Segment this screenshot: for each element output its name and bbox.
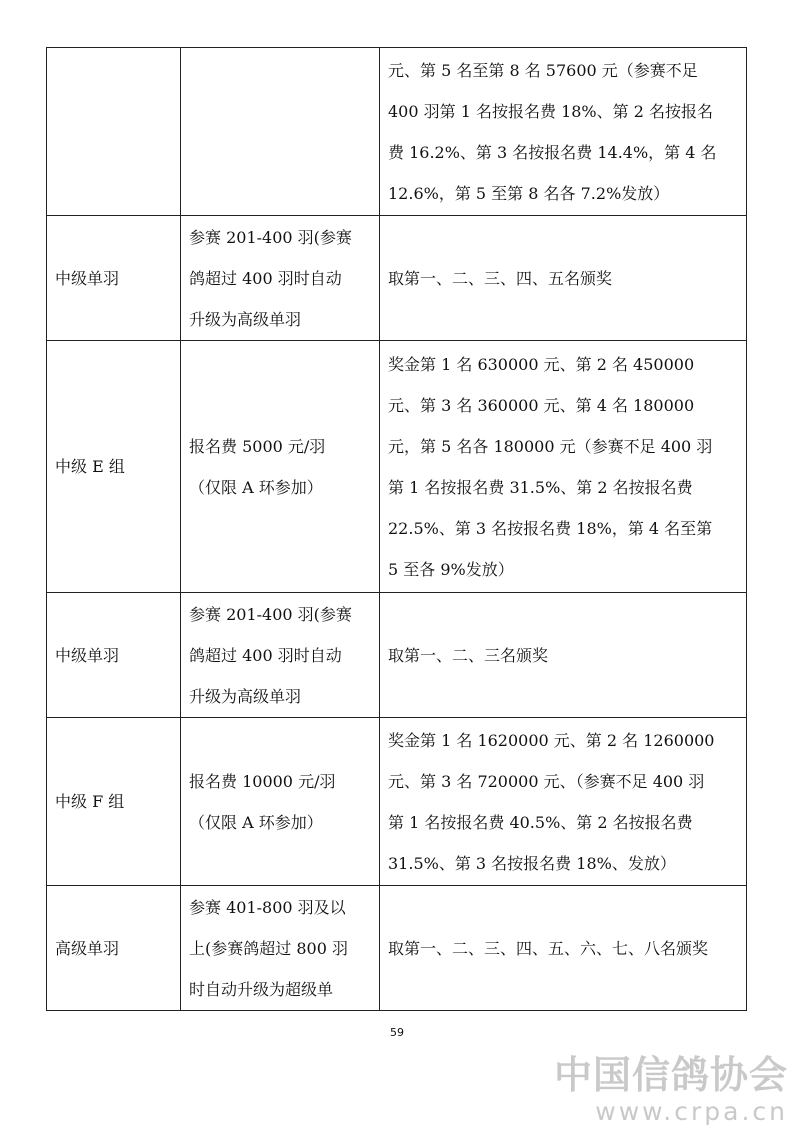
table-row	[47, 216, 747, 341]
group-cell	[47, 341, 181, 593]
entry-cell	[181, 48, 380, 216]
prize-line: 元，第 5 名各 180000 元（参赛不足 400 羽	[388, 436, 713, 456]
group-cell	[47, 718, 181, 886]
prize-line: 400 羽第 1 名按报名费 18%、第 2 名按报名	[388, 101, 713, 121]
prize-line: 元、第 5 名至第 8 名 57600 元（参赛不足	[388, 60, 698, 80]
entry-line: 参赛 201-400 羽(参赛	[189, 604, 352, 624]
group-label: 中级 F 组	[55, 792, 125, 811]
entry-line: （仅限 A 环参加）	[189, 477, 323, 497]
table-row	[47, 718, 747, 886]
entry-line: 鸽超过 400 羽时自动	[189, 268, 342, 288]
prize-table	[46, 47, 747, 1011]
table-row	[47, 341, 747, 593]
prize-line: 第 1 名按报名费 31.5%、第 2 名按报名费	[388, 477, 693, 497]
entry-line: 鸽超过 400 羽时自动	[189, 645, 342, 665]
prize-table-body	[47, 48, 747, 1011]
entry-line: 升级为高级单羽	[189, 686, 302, 706]
prize-line: 取第一、二、三、四、五名颁奖	[388, 268, 613, 288]
entry-line: 升级为高级单羽	[189, 309, 302, 329]
prize-cell	[380, 718, 747, 886]
prize-line: 31.5%、第 3 名按报名费 18%、发放）	[388, 853, 676, 873]
group-cell	[47, 886, 181, 1011]
prize-line: 费 16.2%、第 3 名按报名费 14.4%，第 4 名	[388, 142, 717, 162]
group-label: 中级 E 组	[55, 457, 125, 476]
page-number: 59	[390, 1026, 404, 1039]
prize-line: 12.6%，第 5 至第 8 名各 7.2%发放）	[388, 183, 670, 203]
entry-line: 时自动升级为超级单	[189, 979, 334, 999]
prize-line: 5 至各 9%发放）	[388, 559, 514, 579]
group-cell	[47, 216, 181, 341]
entry-cell	[181, 718, 380, 886]
prize-cell	[380, 341, 747, 593]
group-label: 中级单羽	[55, 645, 120, 665]
prize-line: 奖金第 1 名 1620000 元、第 2 名 1260000	[388, 730, 715, 750]
prize-cell	[380, 216, 747, 341]
prize-line: 取第一、二、三、四、五、六、七、八名颁奖	[388, 938, 709, 958]
prize-cell	[380, 48, 747, 216]
entry-cell	[181, 593, 380, 718]
entry-line: 报名费 10000 元/羽	[189, 771, 336, 791]
entry-cell	[181, 886, 380, 1011]
table-row	[47, 48, 747, 216]
entry-line: （仅限 A 环参加）	[189, 812, 323, 832]
watermark-url: www.crpa.cn	[595, 1097, 788, 1126]
table-row	[47, 886, 747, 1011]
entry-cell	[181, 341, 380, 593]
entry-cell	[181, 216, 380, 341]
entry-line: 参赛 401-800 羽及以	[189, 897, 346, 917]
group-label: 高级单羽	[55, 938, 120, 958]
prize-line: 元、第 3 名 360000 元、第 4 名 180000	[388, 395, 695, 415]
group-cell	[47, 593, 181, 718]
prize-line: 22.5%、第 3 名按报名费 18%，第 4 名至第	[388, 518, 713, 538]
prize-cell	[380, 593, 747, 718]
prize-cell	[380, 886, 747, 1011]
prize-line: 元、第 3 名 720000 元、（参赛不足 400 羽	[388, 771, 705, 791]
prize-line: 第 1 名按报名费 40.5%、第 2 名按报名费	[388, 812, 693, 832]
watermark	[554, 1052, 788, 1126]
prize-line: 奖金第 1 名 630000 元、第 2 名 450000	[388, 354, 695, 374]
entry-line: 报名费 5000 元/羽	[189, 436, 326, 456]
entry-line: 上(参赛鸽超过 800 羽	[189, 938, 348, 958]
prize-line: 取第一、二、三名颁奖	[388, 645, 549, 665]
table-row	[47, 593, 747, 718]
entry-line: 参赛 201-400 羽(参赛	[189, 227, 352, 247]
watermark-name: 中国信鸽协会	[553, 1053, 788, 1097]
group-label: 中级单羽	[55, 268, 120, 288]
group-cell	[47, 48, 181, 216]
